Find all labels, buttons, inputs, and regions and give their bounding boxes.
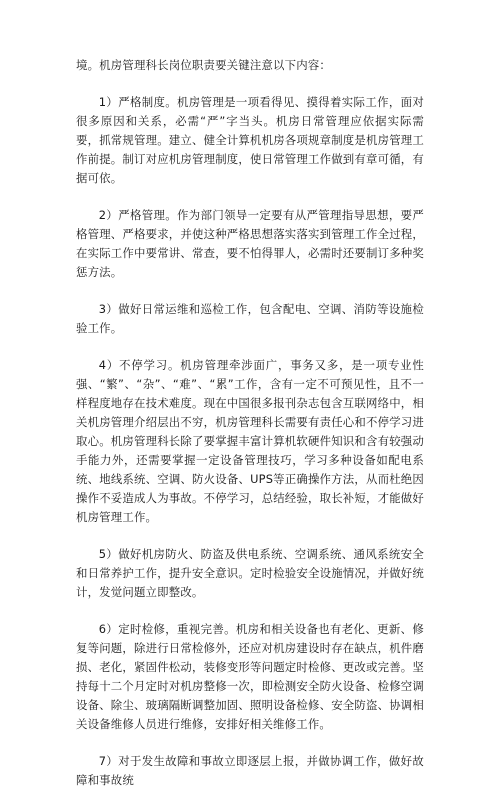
paragraph-2-strict-management: 2）严格管理。作为部门领导一定要有从严管理指导思想，要严格管理、严格要求，并使这种严格思想落实落实到管理工作全过程，在实际工作中要常讲、常查，要不怕得罪人，必需时还要制订多种奖惩方法。 [76,208,424,279]
paragraph-6-periodic-maintenance: 6）定时检修，重视完善。机房和相关设备也有老化、更新、修复等问题，除进行日常检修外，还应对机房建设时存在缺点，机件磨损、老化，紧固件松动，装修变形等问题定时检修、更改或完善。坚持每十二个月定时对机房整修一次，即检测安全防火设备、检修空调设备、除尘、玻璃隔断调整加固、照明设备检修、安全防盗、协调相关设备维修人员进行维修，安排好相关维修工作。 [76,622,424,731]
paragraph-5-fire-security: 5）做好机房防火、防盗及供电系统、空调系统、通风系统安全和日常养护工作，提升安全意识。定时检验安全设施情况，并做好统计，发觉问题立即整改。 [76,547,424,599]
paragraph-3-daily-inspection: 3）做好日常运维和巡检工作，包含配电、空调、消防等设施检验工作。 [76,302,424,335]
paragraph-1-strict-rules: 1）严格制度。机房管理是一项看得见、摸得着实际工作，面对很多原因和关系，必需“严”字当头。机房日常管理应依据实际需要，抓常规管理。建立、健全计算机机房各项规章制度是机房管理工作前提。制订对应机房管理制度，使日常管理工作做到有章可循，有据可依。 [76,95,424,185]
lead-line: 境。机房管理科长岗位职责要关键注意以下内容： [76,58,331,72]
paragraph-7-fault-reporting: 7）对于发生故障和事故立即逐层上报，并做协调工作，做好故障和事故统 [76,754,424,787]
paragraph-4-continuous-learning: 4）不停学习。机房管理牵涉面广，事务又多，是一项专业性强、“繁”、“杂”、“难”、“累”工作，含有一定不可预见性，且不一样程度地存在技术难度。现在中国很多报刊杂志包含互联网络中，相关机房管理介绍层出不穷，机房管理科长需要有责任心和不停学习进取心。机房管理科长除了要掌握丰富计算机软硬件知识和含有较强动手能力外，还需要掌握一定设备管理技巧，学习多种设备如配电系统、地线系统、空调、防火设备、UPS等正确操作方法，从而杜绝因操作不妥造成人为事故。不停学习，总结经验，取长补短，才能做好机房管理工作。 [76,358,424,524]
